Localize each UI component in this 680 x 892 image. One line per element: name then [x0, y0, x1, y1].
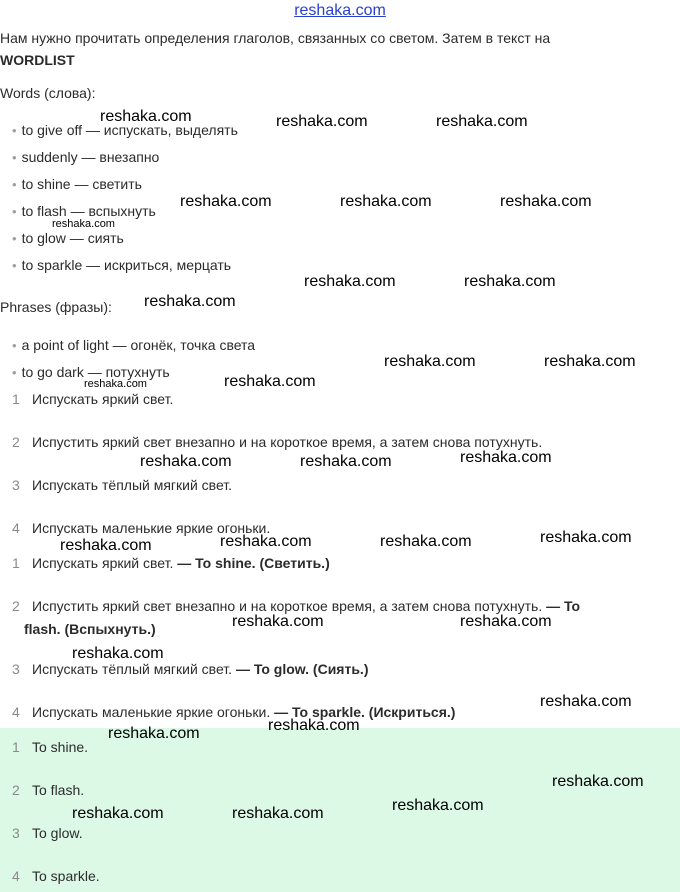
phrases-heading: Phrases (фразы):: [0, 299, 112, 315]
intro-text: Нам нужно прочитать определения глаголов, связанных со светом. Затем в текст на: [0, 30, 551, 46]
word-item: • to shine — светить: [12, 176, 142, 192]
watermark: reshaka.com: [276, 113, 368, 130]
watermark: reshaka.com: [460, 613, 552, 630]
bullet-icon: •: [12, 231, 17, 246]
watermark: reshaka.com: [140, 453, 232, 470]
explained-item: 4 Испускать маленькие яркие огоньки. — To sparkle. (Искриться.): [12, 704, 456, 720]
word-item: • to flash — вспыхнуть: [12, 203, 156, 219]
watermark: reshaka.com: [392, 797, 484, 814]
definition-item: 4 Испускать маленькие яркие огоньки.: [12, 520, 271, 536]
watermark: reshaka.com: [232, 805, 324, 822]
answer-item: 1 To shine.: [12, 739, 89, 755]
word-item: • to give off — испускать, выделять: [12, 122, 238, 138]
watermark: reshaka.com: [232, 613, 324, 630]
watermark: reshaka.com: [52, 218, 115, 230]
watermark: reshaka.com: [220, 533, 312, 550]
intro-paragraph: [0, 27, 676, 71]
bullet-icon: •: [12, 258, 17, 273]
definition-item: 2 Испустить яркий свет внезапно и на короткое время, а затем снова потухнуть.: [12, 434, 543, 450]
explained-item: 2 Испустить яркий свет внезапно и на короткое время, а затем снова потухнуть. — To flash. (Вспыхнуть.): [12, 598, 581, 637]
watermark: reshaka.com: [552, 773, 644, 790]
watermark: reshaka.com: [500, 193, 592, 210]
watermark: reshaka.com: [460, 449, 552, 466]
watermark: reshaka.com: [180, 193, 272, 210]
bullet-icon: •: [12, 204, 17, 219]
watermark: reshaka.com: [144, 293, 236, 310]
watermark: reshaka.com: [72, 805, 164, 822]
watermark: reshaka.com: [72, 645, 164, 662]
watermark: reshaka.com: [544, 353, 636, 370]
bullet-icon: •: [12, 365, 17, 380]
phrase-item: • to go dark — потухнуть: [12, 364, 170, 380]
bullet-icon: •: [12, 177, 17, 192]
bullet-icon: •: [12, 123, 17, 138]
watermark: reshaka.com: [540, 529, 632, 546]
explained-item: 3 Испускать тёплый мягкий свет. — To glow. (Сиять.): [12, 661, 369, 677]
watermark: reshaka.com: [380, 533, 472, 550]
answer-item: 3 To glow.: [12, 825, 83, 841]
watermark: reshaka.com: [300, 453, 392, 470]
watermark: reshaka.com: [268, 717, 360, 734]
word-item: • to glow — сиять: [12, 230, 124, 246]
watermark: reshaka.com: [304, 273, 396, 290]
watermark: reshaka.com: [224, 373, 316, 390]
watermark: reshaka.com: [340, 193, 432, 210]
explained-item: 1 Испускать яркий свет. — To shine. (Светить.): [12, 555, 330, 571]
watermark: reshaka.com: [84, 378, 147, 390]
watermark: reshaka.com: [464, 273, 556, 290]
watermark: reshaka.com: [108, 725, 200, 742]
watermark: reshaka.com: [60, 537, 152, 554]
definition-item: 3 Испускать тёплый мягкий свет.: [12, 477, 233, 493]
watermark: reshaka.com: [384, 353, 476, 370]
answer-item: 4 To sparkle.: [12, 868, 100, 884]
phrase-item: • a point of light — огонёк, точка света: [12, 337, 256, 353]
site-header-link[interactable]: reshaka.com: [294, 2, 386, 19]
bullet-icon: •: [12, 338, 17, 353]
bullet-icon: •: [12, 150, 17, 165]
word-item: • to sparkle — искриться, мерцать: [12, 257, 232, 273]
definition-item: 1 Испускать яркий свет.: [12, 391, 174, 407]
answer-item: 2 To flash.: [12, 782, 85, 798]
words-heading: Words (слова):: [0, 85, 96, 101]
wordlist-label: WORDLIST: [0, 52, 75, 68]
watermark: reshaka.com: [540, 693, 632, 710]
watermark: reshaka.com: [100, 108, 192, 125]
watermark: reshaka.com: [436, 113, 528, 130]
word-item: • suddenly — внезапно: [12, 149, 160, 165]
